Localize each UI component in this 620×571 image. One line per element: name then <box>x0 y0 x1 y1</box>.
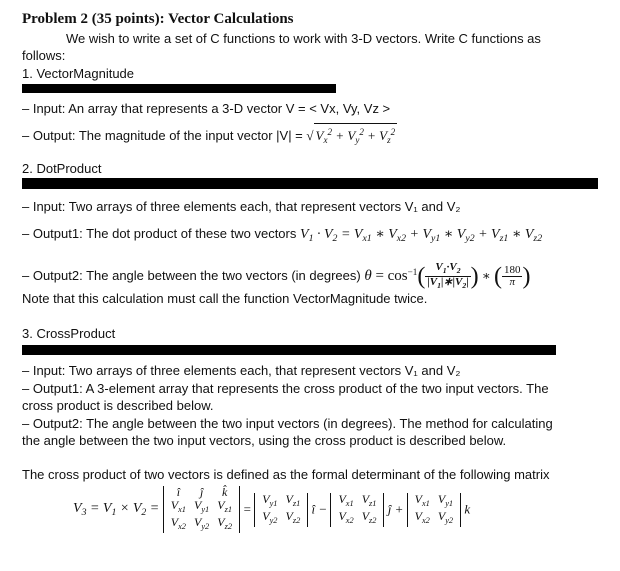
intro-line-1: We wish to write a set of C functions to work with 3-D vectors. Write C functions as <box>66 31 541 46</box>
section-1-output-text: – Output: The magnitude of the input vector |V| = <box>22 128 303 143</box>
redaction-bar <box>22 345 556 355</box>
section-3-heading: 3. CrossProduct <box>22 326 116 341</box>
redaction-bar <box>22 178 598 189</box>
section-3-output-1-line-1: – Output1: A 3-element array that represents the cross product of the two input vectors. The <box>22 381 549 396</box>
redaction-bar <box>22 84 336 93</box>
determinant-j: $V_{x1}$ $V_{z1}$ $V_{x2}$ $V_{z2}$ <box>330 493 384 527</box>
section-2-heading: 2. DotProduct <box>22 161 102 176</box>
section-2-output-2 <box>22 257 530 292</box>
section-2-output-1 <box>22 226 542 247</box>
angle-formula: $\theta = \cos^{-1}$( $\frac{V_1\cdot V_2}{|V_1|∗|V_2|}$ ) ∗ ( $\frac{180}{\pi}$ ) <box>364 261 531 291</box>
intro-line-2: follows: <box>22 48 66 63</box>
section-2-input: – Input: Two arrays of three elements each, that represent vectors V₁ and V₂ <box>22 199 461 214</box>
section-2-note: Note that this calculation must call the function VectorMagnitude twice. <box>22 291 428 306</box>
section-2-output-1-text: – Output1: The dot product of these two vectors <box>22 226 297 241</box>
determinant-3x3: î ĵ k̂ $V_{x1}$ $V_{y1}$ $V_{z1}$ $V_{x2}$ $V_{y2}$ $V_{z2}$ <box>163 486 240 533</box>
magnitude-formula: √ $V_x^2 + V_y^2 + V_z^2$ <box>306 128 397 143</box>
section-1-output <box>22 123 397 148</box>
section-3-output-2-line-2: the angle between the two input vectors, using the cross product is described below. <box>22 433 507 448</box>
section-3-output-1-line-2: cross product is described below. <box>22 398 214 413</box>
problem-title: Problem 2 (35 points): Vector Calculations <box>22 11 294 27</box>
dot-product-formula: $V_1 \cdot V_2 = V_{x1}$ ∗ $V_{x2} + V_{y1}$ ∗ $V_{y2} + V_{z1}$ ∗ $V_{z2}$ <box>300 227 543 244</box>
determinant-k: $V_{x1}$ $V_{y1}$ $V_{x2}$ $V_{y2}$ <box>407 493 462 527</box>
section-2-output-2-text: – Output2: The angle between the two vectors (in degrees) <box>22 268 361 283</box>
section-3-input: – Input: Two arrays of three elements each, that represent vectors V₁ and V₂ <box>22 363 461 378</box>
cross-product-equation: $V_3 = V_1 \times V_2$ = î ĵ k̂ $V_{x1}$ $V_{y1}$ $V_{z1}$ $V_{x2}$ $V_{y2}$ $V_{z2}$ = $V_{y1}$ $V_{z1}$ $V_{y2}$ $V_{z2}$ î − $V_{x1}$ $V_{z1}$ $V_{x2}$ $V_{z2}$ ĵ + $V_{x1}$ $V_{y1}$ $V_{x2}$ $V_{y2}$ k <box>73 485 471 531</box>
section-1-heading: 1. VectorMagnitude <box>22 66 135 81</box>
determinant-i: $V_{y1}$ $V_{z1}$ $V_{y2}$ $V_{z2}$ <box>254 493 308 527</box>
section-1-input: – Input: An array that represents a 3-D vector V = < Vx, Vy, Vz > <box>22 101 391 116</box>
cross-product-definition: The cross product of two vectors is defined as the formal determinant of the following matrix <box>22 467 550 482</box>
section-3-output-2-line-1: – Output2: The angle between the two input vectors (in degrees). The method for calculating <box>22 416 553 431</box>
